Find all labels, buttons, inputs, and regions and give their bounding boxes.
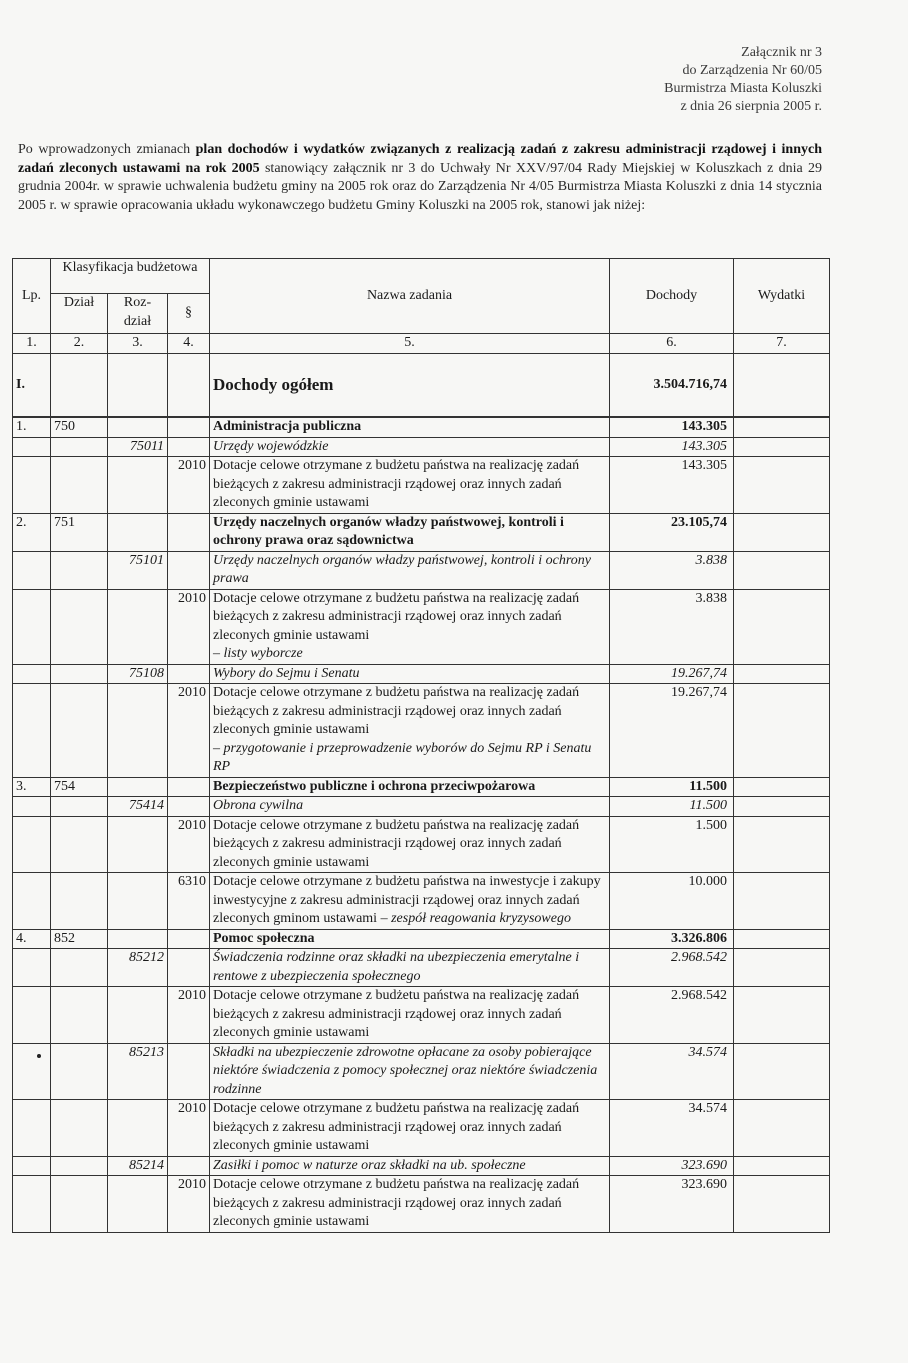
row-amount: 3.326.806 <box>610 929 734 949</box>
row-amount: 2.968.542 <box>610 987 734 1044</box>
row-paragraf: 2010 <box>168 1176 210 1233</box>
table-row <box>13 513 830 551</box>
row-amount: 19.267,74 <box>610 684 734 778</box>
col-number: 2. <box>51 334 108 354</box>
row-paragraf <box>168 797 210 817</box>
row-dzial <box>51 551 108 589</box>
row-rozdzial: 75108 <box>108 664 168 684</box>
row-rozdzial <box>108 777 168 797</box>
col-number: 5. <box>210 334 610 354</box>
row-task-name <box>210 1156 610 1176</box>
row-amount: 323.690 <box>610 1156 734 1176</box>
table-row <box>13 987 830 1044</box>
table-row <box>13 551 830 589</box>
row-wydatki <box>734 1176 830 1233</box>
row-wydatki <box>734 797 830 817</box>
table-row <box>13 1176 830 1233</box>
row-rozdzial <box>108 816 168 873</box>
col-klasyfikacja-header: Klasyfikacja budżetowa <box>51 259 210 294</box>
total-row <box>13 353 830 417</box>
row-amount: 2.968.542 <box>610 949 734 987</box>
row-dzial <box>51 1100 108 1157</box>
row-task-name <box>210 929 610 949</box>
row-wydatki <box>734 513 830 551</box>
row-task-name <box>210 417 610 437</box>
row-lp <box>13 551 51 589</box>
row-paragraf <box>168 551 210 589</box>
col-rozdzial-header: Roz-dział <box>108 294 168 334</box>
row-lp <box>13 949 51 987</box>
row-paragraf: 2010 <box>168 816 210 873</box>
table-row <box>13 929 830 949</box>
row-rozdzial: 75011 <box>108 437 168 457</box>
row-task-name <box>210 797 610 817</box>
row-dzial <box>51 457 108 514</box>
row-dzial <box>51 589 108 664</box>
row-lp <box>13 1100 51 1157</box>
table-row <box>13 457 830 514</box>
table-row <box>13 437 830 457</box>
task-name-text: Administracja publiczna <box>213 419 362 434</box>
row-wydatki <box>734 816 830 873</box>
row-paragraf <box>168 664 210 684</box>
row-lp <box>13 684 51 778</box>
row-paragraf <box>168 437 210 457</box>
row-wydatki <box>734 684 830 778</box>
row-paragraf <box>168 1043 210 1100</box>
row-task-name <box>210 437 610 457</box>
row-amount: 11.500 <box>610 797 734 817</box>
row-dzial <box>51 1176 108 1233</box>
row-dzial <box>51 1043 108 1100</box>
task-name-text: Dotacje celowe otrzymane z budżetu państwa na realizację zadań bieżących z zakresu administracji rządowej oraz innych zadań zleconych gminie ustawami <box>213 1177 580 1229</box>
row-wydatki <box>734 551 830 589</box>
row-paragraf <box>168 777 210 797</box>
row-task-name <box>210 777 610 797</box>
row-paragraf: 6310 <box>168 873 210 930</box>
row-amount: 11.500 <box>610 777 734 797</box>
row-wydatki <box>734 417 830 437</box>
row-paragraf: 2010 <box>168 684 210 778</box>
row-paragraf <box>168 949 210 987</box>
row-dzial <box>51 873 108 930</box>
row-task-name <box>210 1176 610 1233</box>
table-row <box>13 684 830 778</box>
row-rozdzial: 85214 <box>108 1156 168 1176</box>
empty-cell <box>168 353 210 417</box>
col-paragraf-header: § <box>168 294 210 334</box>
row-rozdzial <box>108 417 168 437</box>
row-lp <box>13 1043 51 1100</box>
col-dochody-header: Dochody <box>610 259 734 334</box>
empty-cell <box>108 353 168 417</box>
issuer: Burmistrza Miasta Koluszki <box>664 81 822 96</box>
row-amount: 143.305 <box>610 437 734 457</box>
header-row-1 <box>13 259 830 294</box>
row-task-name <box>210 589 610 664</box>
row-wydatki <box>734 949 830 987</box>
task-name-text: Dotacje celowe otrzymane z budżetu państwa na realizację zadań bieżących z zakresu administracji rządowej oraz innych zadań zleconych gminie ustawami <box>213 1101 580 1153</box>
row-task-name <box>210 873 610 930</box>
task-name-text: Bezpieczeństwo publiczne i ochrona przeciwpożarowa <box>213 778 536 794</box>
row-rozdzial <box>108 457 168 514</box>
row-dzial: 750 <box>51 417 108 437</box>
col-number: 1. <box>13 334 51 354</box>
task-name-text: Pomoc społeczna <box>213 930 315 946</box>
row-amount: 19.267,74 <box>610 664 734 684</box>
row-amount: 10.000 <box>610 873 734 930</box>
stray-mark <box>37 1054 41 1058</box>
row-lp <box>13 873 51 930</box>
table-row <box>13 949 830 987</box>
row-wydatki <box>734 1156 830 1176</box>
row-dzial <box>51 949 108 987</box>
row-rozdzial: 85212 <box>108 949 168 987</box>
task-name-text: Dotacje celowe otrzymane z budżetu państwa na realizację zadań bieżących z zakresu administracji rządowej oraz innych zadań zleconych gminie ustawami <box>213 988 580 1040</box>
row-rozdzial <box>108 513 168 551</box>
row-wydatki <box>734 777 830 797</box>
table-row <box>13 816 830 873</box>
empty-cell <box>51 353 108 417</box>
row-paragraf: 2010 <box>168 457 210 514</box>
issue-date: z dnia 26 sierpnia 2005 r. <box>680 99 822 114</box>
row-dzial <box>51 664 108 684</box>
col-wydatki-header: Wydatki <box>734 259 830 334</box>
col-number: 7. <box>734 334 830 354</box>
table-row <box>13 1100 830 1157</box>
row-rozdzial <box>108 1100 168 1157</box>
row-wydatki <box>734 1043 830 1100</box>
row-paragraf: 2010 <box>168 1100 210 1157</box>
col-number: 6. <box>610 334 734 354</box>
row-lp <box>13 987 51 1044</box>
task-name-text: Składki na ubezpieczenie zdrowotne opłacane za osoby pobierające niektóre świadczenia z pomocy społecznej oraz niektóre świadczenia rodzinne <box>213 1044 598 1097</box>
task-name-text: Dotacje celowe otrzymane z budżetu państwa na realizację zadań bieżących z zakresu administracji rządowej oraz innych zadań zleconych gminie ustawami <box>213 685 580 737</box>
task-name-text: Urzędy naczelnych organów władzy państwowej, kontroli i ochrony prawa oraz sądownictwa <box>213 514 564 548</box>
row-task-name <box>210 949 610 987</box>
row-task-name <box>210 1043 610 1100</box>
row-lp <box>13 437 51 457</box>
row-dzial <box>51 816 108 873</box>
row-lp <box>13 1176 51 1233</box>
empty-cell <box>734 353 830 417</box>
intro-paragraph <box>18 141 822 215</box>
row-rozdzial <box>108 589 168 664</box>
row-amount: 3.838 <box>610 551 734 589</box>
table-row <box>13 777 830 797</box>
row-amount: 23.105,74 <box>610 513 734 551</box>
col-number: 3. <box>108 334 168 354</box>
task-name-note: – zespół reagowania kryzysowego <box>380 911 571 926</box>
intro-bold: plan dochodów i wydatków związanych z realizacją zadań z zakresu administracji rządowej i innych zadań zleconych ustawami na rok 2005 <box>18 142 822 176</box>
column-number-row <box>13 334 830 354</box>
row-lp <box>13 797 51 817</box>
row-wydatki <box>734 929 830 949</box>
row-rozdzial: 75414 <box>108 797 168 817</box>
total-amount: 3.504.716,74 <box>610 353 734 417</box>
row-amount: 34.574 <box>610 1100 734 1157</box>
row-wydatki <box>734 664 830 684</box>
row-dzial: 751 <box>51 513 108 551</box>
row-dzial <box>51 797 108 817</box>
row-lp: 3. <box>13 777 51 797</box>
row-task-name <box>210 664 610 684</box>
table-row <box>13 1043 830 1100</box>
row-dzial <box>51 437 108 457</box>
row-amount: 323.690 <box>610 1176 734 1233</box>
row-lp: 4. <box>13 929 51 949</box>
task-name-text: Dotacje celowe otrzymane z budżetu państwa na inwestycje i zakupy inwestycyjne z zakresu administracji rządowej oraz innych zadań zleconych gminom ustawami <box>213 874 601 926</box>
attachment-header <box>664 44 822 116</box>
row-dzial: 852 <box>51 929 108 949</box>
row-task-name <box>210 1100 610 1157</box>
row-amount: 34.574 <box>610 1043 734 1100</box>
total-lp: I. <box>13 353 51 417</box>
task-name-text: Dotacje celowe otrzymane z budżetu państwa na realizację zadań bieżących z zakresu administracji rządowej oraz innych zadań zleconych gminie ustawami <box>213 590 580 643</box>
col-dzial-header: Dział <box>51 294 108 334</box>
task-name-text: Wybory do Sejmu i Senatu <box>213 665 360 681</box>
row-lp <box>13 589 51 664</box>
row-task-name <box>210 551 610 589</box>
task-name-text: Urzędy wojewódzkie <box>213 438 329 454</box>
row-lp: 1. <box>13 417 51 437</box>
row-rozdzial <box>108 929 168 949</box>
row-paragraf: 2010 <box>168 987 210 1044</box>
row-paragraf <box>168 929 210 949</box>
row-dzial: 754 <box>51 777 108 797</box>
row-wydatki <box>734 987 830 1044</box>
task-name-note: – listy wyborcze <box>213 646 303 661</box>
row-task-name <box>210 684 610 778</box>
row-wydatki <box>734 873 830 930</box>
task-name-text: Świadczenia rodzinne oraz składki na ubezpieczenia emerytalne i rentowe z ubezpieczenia społecznego <box>213 950 580 984</box>
ordinance-reference: do Zarządzenia Nr 60/05 <box>682 63 822 78</box>
table-row <box>13 1156 830 1176</box>
row-lp: 2. <box>13 513 51 551</box>
task-name-text: Obrona cywilna <box>213 798 304 813</box>
col-number: 4. <box>168 334 210 354</box>
row-lp <box>13 457 51 514</box>
row-paragraf: 2010 <box>168 589 210 664</box>
row-amount: 143.305 <box>610 457 734 514</box>
table-row <box>13 589 830 664</box>
row-rozdzial: 85213 <box>108 1043 168 1100</box>
row-dzial <box>51 987 108 1044</box>
row-rozdzial: 75101 <box>108 551 168 589</box>
row-lp <box>13 664 51 684</box>
attachment-number: Załącznik nr 3 <box>741 45 822 60</box>
intro-part1: Po wprowadzonych zmianach <box>18 142 196 157</box>
row-wydatki <box>734 1100 830 1157</box>
row-amount: 143.305 <box>610 417 734 437</box>
row-task-name <box>210 457 610 514</box>
row-wydatki <box>734 437 830 457</box>
table-row <box>13 797 830 817</box>
task-name-text: Zasiłki i pomoc w naturze oraz składki na ub. społeczne <box>213 1157 526 1173</box>
task-name-text: Dotacje celowe otrzymane z budżetu państwa na realizację zadań bieżących z zakresu administracji rządowej oraz innych zadań zleconych gminie ustawami <box>213 458 580 510</box>
row-lp <box>13 1156 51 1176</box>
row-rozdzial <box>108 684 168 778</box>
row-wydatki <box>734 589 830 664</box>
table-row <box>13 664 830 684</box>
row-rozdzial <box>108 1176 168 1233</box>
row-task-name <box>210 987 610 1044</box>
budget-table <box>12 258 830 1233</box>
col-lp-header: Lp. <box>13 259 51 334</box>
task-name-note: – przygotowanie i przeprowadzenie wyborów do Sejmu RP i Senatu RP <box>213 740 592 774</box>
row-amount: 1.500 <box>610 816 734 873</box>
row-task-name <box>210 816 610 873</box>
intro-part2: stanowiący załącznik nr 3 do Uchwały Nr XXV/97/04 Rady Miejskiej w Koluszkach z dnia 29 grudnia 2004r. w sprawie uchwalenia budżetu gminy na 2005 rok oraz do Zarządzenia Nr 4/05 Burmistrza Miasta Koluszki z dnia 14 stycznia 2005 r. w sprawie opracowania układu wykonawczego budżetu Gminy Koluszki na 2005 rok, stanowi jak niżej: <box>18 160 822 213</box>
row-wydatki <box>734 457 830 514</box>
row-rozdzial <box>108 873 168 930</box>
row-task-name <box>210 513 610 551</box>
total-label: Dochody ogółem <box>210 353 610 417</box>
table-row <box>13 417 830 437</box>
row-paragraf <box>168 417 210 437</box>
row-rozdzial <box>108 987 168 1044</box>
task-name-text: Urzędy naczelnych organów władzy państwowej, kontroli i ochrony prawa <box>213 552 591 586</box>
col-nazwa-header: Nazwa zadania <box>210 259 610 334</box>
table-row <box>13 873 830 930</box>
task-name-text: Dotacje celowe otrzymane z budżetu państwa na realizację zadań bieżących z zakresu administracji rządowej oraz innych zadań zleconych gminie ustawami <box>213 817 580 870</box>
row-paragraf <box>168 1156 210 1176</box>
row-paragraf <box>168 513 210 551</box>
row-dzial <box>51 1156 108 1176</box>
row-amount: 3.838 <box>610 589 734 664</box>
row-dzial <box>51 684 108 778</box>
row-lp <box>13 816 51 873</box>
